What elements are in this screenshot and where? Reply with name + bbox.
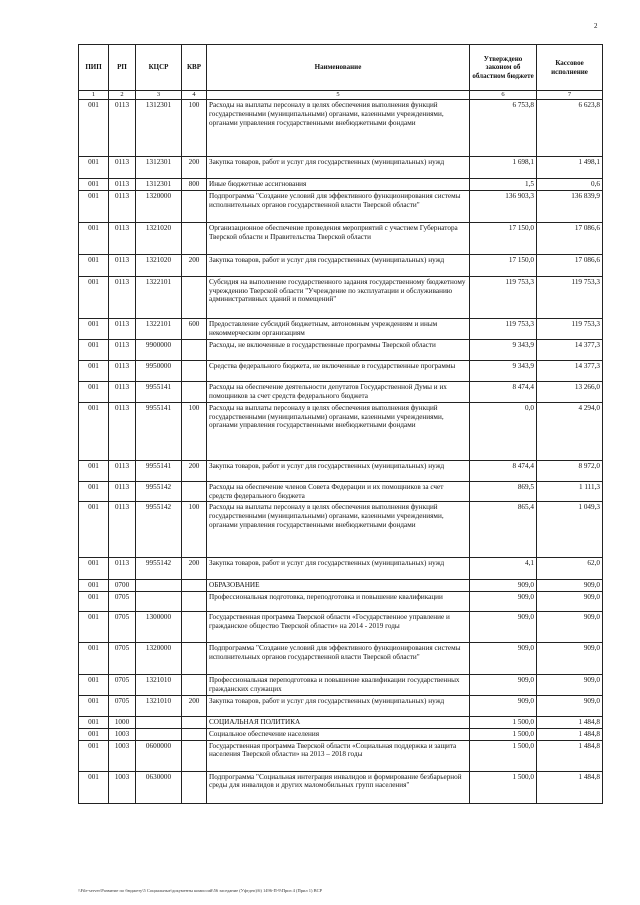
cell-approved: 909,0 bbox=[470, 696, 537, 717]
cell-pip: 001 bbox=[79, 276, 109, 318]
cell-approved: 0,0 bbox=[470, 402, 537, 460]
table-row bbox=[79, 675, 603, 696]
table-row bbox=[79, 728, 603, 740]
cell-rp: 0113 bbox=[109, 179, 136, 191]
cell-kcsr: 1321020 bbox=[136, 222, 182, 254]
table-row bbox=[79, 612, 603, 643]
cell-kvr: 200 bbox=[182, 558, 207, 580]
cell-kcsr: 1312301 bbox=[136, 157, 182, 179]
cell-kcsr: 1321010 bbox=[136, 696, 182, 717]
cell-rp: 0705 bbox=[109, 643, 136, 675]
cell-kvr: 600 bbox=[182, 318, 207, 339]
column-number: 3 bbox=[136, 91, 182, 100]
header-approved: Утверждено законом об областном бюджете bbox=[470, 45, 537, 91]
cell-kvr bbox=[182, 675, 207, 696]
cell-name: Расходы на обеспечение деятельности депутатов Государственной Думы и их помощников за счет средств федерального бюджета bbox=[207, 381, 470, 402]
cell-name: Закупка товаров, работ и услуг для государственных (муниципальных) нужд bbox=[207, 157, 470, 179]
column-number: 5 bbox=[207, 91, 470, 100]
cell-name: Профессиональная подготовка, переподготовка и повышение квалификации bbox=[207, 592, 470, 612]
cell-approved: 865,4 bbox=[470, 502, 537, 558]
table-row bbox=[79, 502, 603, 558]
cell-name: Расходы на выплаты персоналу в целях обеспечения выполнения функций государственными (муниципальными) органами, казенными учреждениями, органами управления государственными внебюджетными фондами bbox=[207, 402, 470, 460]
cell-kvr bbox=[182, 771, 207, 803]
cell-rp: 0705 bbox=[109, 696, 136, 717]
cell-name: Закупка товаров, работ и услуг для государственных (муниципальных) нужд bbox=[207, 254, 470, 276]
cell-name: Расходы на выплаты персоналу в целях обеспечения выполнения функций государственными (муниципальными) органами, казенными учреждениями, органами управления государственными внебюджетными фондами bbox=[207, 100, 470, 157]
cell-rp: 1003 bbox=[109, 740, 136, 771]
cell-kvr: 100 bbox=[182, 100, 207, 157]
cell-approved: 1 500,0 bbox=[470, 740, 537, 771]
cell-pip: 001 bbox=[79, 592, 109, 612]
cell-cash: 909,0 bbox=[537, 612, 603, 643]
cell-rp: 1000 bbox=[109, 717, 136, 729]
cell-approved: 1 500,0 bbox=[470, 717, 537, 729]
cell-pip: 001 bbox=[79, 222, 109, 254]
cell-pip: 001 bbox=[79, 612, 109, 643]
cell-pip: 001 bbox=[79, 339, 109, 360]
cell-kvr bbox=[182, 360, 207, 381]
cell-name: Организационное обеспечение проведения мероприятий с участием Губернатора Тверской области и Правительства Тверской области bbox=[207, 222, 470, 254]
cell-kcsr: 1320000 bbox=[136, 190, 182, 222]
cell-kcsr: 9955141 bbox=[136, 381, 182, 402]
cell-cash: 909,0 bbox=[537, 643, 603, 675]
cell-name: Расходы на обеспечение членов Совета Федерации и их помощников за счет средств федерального бюджета bbox=[207, 481, 470, 502]
cell-kcsr: 9955142 bbox=[136, 502, 182, 558]
cell-rp: 0113 bbox=[109, 254, 136, 276]
cell-name: Подпрограмма "Социальная интеграция инвалидов и формирование безбарьерной среды для инвалидов и других маломобильных групп населения" bbox=[207, 771, 470, 803]
cell-approved: 8 474,4 bbox=[470, 381, 537, 402]
cell-name: Подпрограмма "Создание условий для эффективного функционирования системы исполнительных органов государственной власти Тверской области" bbox=[207, 643, 470, 675]
cell-approved: 1 698,1 bbox=[470, 157, 537, 179]
cell-kvr bbox=[182, 643, 207, 675]
cell-cash: 0,6 bbox=[537, 179, 603, 191]
cell-cash: 1 484,8 bbox=[537, 728, 603, 740]
cell-kvr bbox=[182, 740, 207, 771]
table-row bbox=[79, 643, 603, 675]
table-row bbox=[79, 481, 603, 502]
cell-kvr bbox=[182, 612, 207, 643]
cell-approved: 119 753,3 bbox=[470, 276, 537, 318]
cell-kvr bbox=[182, 381, 207, 402]
cell-name: Субсидия на выполнение государственного задания государственному бюджетному учреждению Тверской области "Учреждение по эксплуатации и обслуживанию административных зданий и помещений" bbox=[207, 276, 470, 318]
cell-rp: 0113 bbox=[109, 222, 136, 254]
cell-cash: 1 111,3 bbox=[537, 481, 603, 502]
cell-cash: 8 972,0 bbox=[537, 460, 603, 481]
header-rp: РП bbox=[109, 45, 136, 91]
cell-name: Средства федерального бюджета, не включенные в государственные программы bbox=[207, 360, 470, 381]
cell-pip: 001 bbox=[79, 360, 109, 381]
cell-cash: 909,0 bbox=[537, 580, 603, 592]
cell-rp: 0113 bbox=[109, 460, 136, 481]
cell-kvr bbox=[182, 580, 207, 592]
table-row bbox=[79, 360, 603, 381]
cell-cash: 119 753,3 bbox=[537, 276, 603, 318]
column-number: 6 bbox=[470, 91, 537, 100]
cell-pip: 001 bbox=[79, 254, 109, 276]
column-number: 2 bbox=[109, 91, 136, 100]
cell-approved: 909,0 bbox=[470, 612, 537, 643]
cell-pip: 001 bbox=[79, 740, 109, 771]
cell-kcsr: 1312301 bbox=[136, 179, 182, 191]
cell-kvr: 200 bbox=[182, 254, 207, 276]
table-row bbox=[79, 696, 603, 717]
table-row bbox=[79, 339, 603, 360]
cell-cash: 4 294,0 bbox=[537, 402, 603, 460]
cell-name: Закупка товаров, работ и услуг для государственных (муниципальных) нужд bbox=[207, 696, 470, 717]
table-row bbox=[79, 100, 603, 157]
cell-name: Государственная программа Тверской области «Государственное управление и гражданское общество Тверской области» на 2014 - 2019 годы bbox=[207, 612, 470, 643]
cell-kcsr: 9955142 bbox=[136, 558, 182, 580]
cell-kcsr bbox=[136, 728, 182, 740]
cell-kcsr bbox=[136, 580, 182, 592]
table-row bbox=[79, 276, 603, 318]
cell-kvr: 200 bbox=[182, 157, 207, 179]
cell-kvr: 200 bbox=[182, 696, 207, 717]
cell-cash: 1 484,8 bbox=[537, 717, 603, 729]
cell-rp: 0113 bbox=[109, 318, 136, 339]
cell-kcsr: 1321010 bbox=[136, 675, 182, 696]
cell-pip: 001 bbox=[79, 643, 109, 675]
column-number: 4 bbox=[182, 91, 207, 100]
cell-approved: 909,0 bbox=[470, 592, 537, 612]
cell-pip: 001 bbox=[79, 460, 109, 481]
cell-pip: 001 bbox=[79, 190, 109, 222]
cell-approved: 119 753,3 bbox=[470, 318, 537, 339]
cell-cash: 17 086,6 bbox=[537, 254, 603, 276]
cell-cash: 17 086,6 bbox=[537, 222, 603, 254]
cell-rp: 0113 bbox=[109, 502, 136, 558]
table-body bbox=[79, 100, 603, 804]
cell-pip: 001 bbox=[79, 157, 109, 179]
cell-name: Социальное обеспечение населения bbox=[207, 728, 470, 740]
cell-cash: 1 484,8 bbox=[537, 771, 603, 803]
cell-approved: 909,0 bbox=[470, 643, 537, 675]
cell-name: Профессиональная переподготовка и повышение квалификации государственных гражданских служащих bbox=[207, 675, 470, 696]
header-cash: Кассовое исполнение bbox=[537, 45, 603, 91]
cell-kcsr: 1300000 bbox=[136, 612, 182, 643]
cell-pip: 001 bbox=[79, 318, 109, 339]
page-number: 2 bbox=[594, 22, 598, 30]
cell-kcsr bbox=[136, 717, 182, 729]
cell-kcsr: 1320000 bbox=[136, 643, 182, 675]
cell-approved: 136 903,3 bbox=[470, 190, 537, 222]
cell-approved: 6 753,8 bbox=[470, 100, 537, 157]
header-kcsr: КЦСР bbox=[136, 45, 182, 91]
budget-table bbox=[78, 44, 603, 804]
cell-name: Закупка товаров, работ и услуг для государственных (муниципальных) нужд bbox=[207, 460, 470, 481]
cell-kvr: 800 bbox=[182, 179, 207, 191]
table-row bbox=[79, 580, 603, 592]
cell-kcsr: 9955141 bbox=[136, 460, 182, 481]
cell-kvr bbox=[182, 190, 207, 222]
table-row bbox=[79, 592, 603, 612]
cell-kcsr: 1322101 bbox=[136, 318, 182, 339]
table-row bbox=[79, 254, 603, 276]
cell-approved: 17 150,0 bbox=[470, 254, 537, 276]
cell-cash: 1 049,3 bbox=[537, 502, 603, 558]
table-row bbox=[79, 740, 603, 771]
column-number: 7 bbox=[537, 91, 603, 100]
table-row bbox=[79, 222, 603, 254]
cell-rp: 1003 bbox=[109, 728, 136, 740]
cell-kcsr: 1322101 bbox=[136, 276, 182, 318]
cell-pip: 001 bbox=[79, 675, 109, 696]
cell-approved: 4,1 bbox=[470, 558, 537, 580]
cell-cash: 119 753,3 bbox=[537, 318, 603, 339]
cell-name: Иные бюджетные ассигнования bbox=[207, 179, 470, 191]
cell-rp: 0113 bbox=[109, 402, 136, 460]
cell-pip: 001 bbox=[79, 771, 109, 803]
cell-approved: 1,5 bbox=[470, 179, 537, 191]
cell-kvr: 100 bbox=[182, 402, 207, 460]
cell-rp: 0705 bbox=[109, 612, 136, 643]
cell-name: Предоставление субсидий бюджетным, автономным учреждениям и иным некоммерческим организациям bbox=[207, 318, 470, 339]
cell-rp: 0113 bbox=[109, 190, 136, 222]
cell-kvr: 200 bbox=[182, 460, 207, 481]
cell-rp: 0705 bbox=[109, 675, 136, 696]
cell-rp: 0113 bbox=[109, 100, 136, 157]
cell-kvr bbox=[182, 222, 207, 254]
cell-kcsr: 0600000 bbox=[136, 740, 182, 771]
cell-pip: 001 bbox=[79, 402, 109, 460]
table-row bbox=[79, 190, 603, 222]
cell-kcsr: 1312301 bbox=[136, 100, 182, 157]
cell-approved: 1 500,0 bbox=[470, 771, 537, 803]
cell-kcsr: 9955142 bbox=[136, 481, 182, 502]
table-row bbox=[79, 381, 603, 402]
cell-name: Государственная программа Тверской области «Социальная поддержка и защита населения Тверской области» на 2013 – 2018 годы bbox=[207, 740, 470, 771]
cell-approved: 17 150,0 bbox=[470, 222, 537, 254]
cell-name: СОЦИАЛЬНАЯ ПОЛИТИКА bbox=[207, 717, 470, 729]
cell-pip: 001 bbox=[79, 728, 109, 740]
cell-rp: 0113 bbox=[109, 276, 136, 318]
cell-kcsr: 9900000 bbox=[136, 339, 182, 360]
cell-approved: 8 474,4 bbox=[470, 460, 537, 481]
cell-approved: 869,5 bbox=[470, 481, 537, 502]
cell-rp: 0113 bbox=[109, 481, 136, 502]
cell-pip: 001 bbox=[79, 580, 109, 592]
cell-cash: 136 839,9 bbox=[537, 190, 603, 222]
table-row bbox=[79, 771, 603, 803]
cell-cash: 62,0 bbox=[537, 558, 603, 580]
column-number: 1 bbox=[79, 91, 109, 100]
table-row bbox=[79, 558, 603, 580]
cell-rp: 0113 bbox=[109, 339, 136, 360]
cell-approved: 9 343,9 bbox=[470, 339, 537, 360]
table-row bbox=[79, 157, 603, 179]
cell-name: Расходы на выплаты персоналу в целях обеспечения выполнения функций государственными (муниципальными) органами, казенными учреждениями, органами управления государственными внебюджетными фондами bbox=[207, 502, 470, 558]
cell-approved: 909,0 bbox=[470, 675, 537, 696]
cell-kcsr: 1321020 bbox=[136, 254, 182, 276]
cell-kvr bbox=[182, 276, 207, 318]
cell-rp: 0700 bbox=[109, 580, 136, 592]
cell-approved: 1 500,0 bbox=[470, 728, 537, 740]
cell-pip: 001 bbox=[79, 100, 109, 157]
cell-rp: 0113 bbox=[109, 558, 136, 580]
cell-cash: 909,0 bbox=[537, 696, 603, 717]
cell-kcsr: 9955141 bbox=[136, 402, 182, 460]
cell-cash: 909,0 bbox=[537, 675, 603, 696]
file-path-footer: \\File-server\Развитие по бюджету\5 Социальные\документы комиссий\56 заседание (Уфтдеп)\6) 1496-П-9\Приз 4 (Прил 1) ВСР bbox=[78, 888, 323, 893]
cell-rp: 0113 bbox=[109, 360, 136, 381]
cell-pip: 001 bbox=[79, 502, 109, 558]
table-row bbox=[79, 318, 603, 339]
cell-kvr bbox=[182, 481, 207, 502]
cell-kcsr: 9950000 bbox=[136, 360, 182, 381]
cell-cash: 14 377,3 bbox=[537, 360, 603, 381]
cell-kcsr bbox=[136, 592, 182, 612]
table-row bbox=[79, 179, 603, 191]
cell-pip: 001 bbox=[79, 696, 109, 717]
header-pip: ПИП bbox=[79, 45, 109, 91]
table-row bbox=[79, 460, 603, 481]
cell-kcsr: 0630000 bbox=[136, 771, 182, 803]
cell-name: Закупка товаров, работ и услуг для государственных (муниципальных) нужд bbox=[207, 558, 470, 580]
cell-pip: 001 bbox=[79, 717, 109, 729]
cell-cash: 13 266,0 bbox=[537, 381, 603, 402]
cell-kvr bbox=[182, 339, 207, 360]
cell-name: Подпрограмма "Создание условий для эффективного функционирования системы исполнительных органов государственной власти Тверской области" bbox=[207, 190, 470, 222]
cell-cash: 14 377,3 bbox=[537, 339, 603, 360]
cell-kvr: 100 bbox=[182, 502, 207, 558]
cell-rp: 0113 bbox=[109, 381, 136, 402]
cell-rp: 0705 bbox=[109, 592, 136, 612]
cell-name: ОБРАЗОВАНИЕ bbox=[207, 580, 470, 592]
cell-kvr bbox=[182, 717, 207, 729]
cell-kvr bbox=[182, 592, 207, 612]
cell-rp: 0113 bbox=[109, 157, 136, 179]
cell-approved: 9 343,9 bbox=[470, 360, 537, 381]
cell-cash: 6 623,8 bbox=[537, 100, 603, 157]
cell-cash: 1 498,1 bbox=[537, 157, 603, 179]
cell-rp: 1003 bbox=[109, 771, 136, 803]
cell-name: Расходы, не включенные в государственные программы Тверской области bbox=[207, 339, 470, 360]
cell-pip: 001 bbox=[79, 179, 109, 191]
cell-kvr bbox=[182, 728, 207, 740]
cell-pip: 001 bbox=[79, 558, 109, 580]
table-row bbox=[79, 717, 603, 729]
cell-approved: 909,0 bbox=[470, 580, 537, 592]
column-number-row bbox=[79, 91, 603, 100]
table-row bbox=[79, 402, 603, 460]
cell-pip: 001 bbox=[79, 481, 109, 502]
cell-pip: 001 bbox=[79, 381, 109, 402]
cell-cash: 1 484,8 bbox=[537, 740, 603, 771]
cell-cash: 909,0 bbox=[537, 592, 603, 612]
header-kvr: КВР bbox=[182, 45, 207, 91]
header-name: Наименование bbox=[207, 45, 470, 91]
